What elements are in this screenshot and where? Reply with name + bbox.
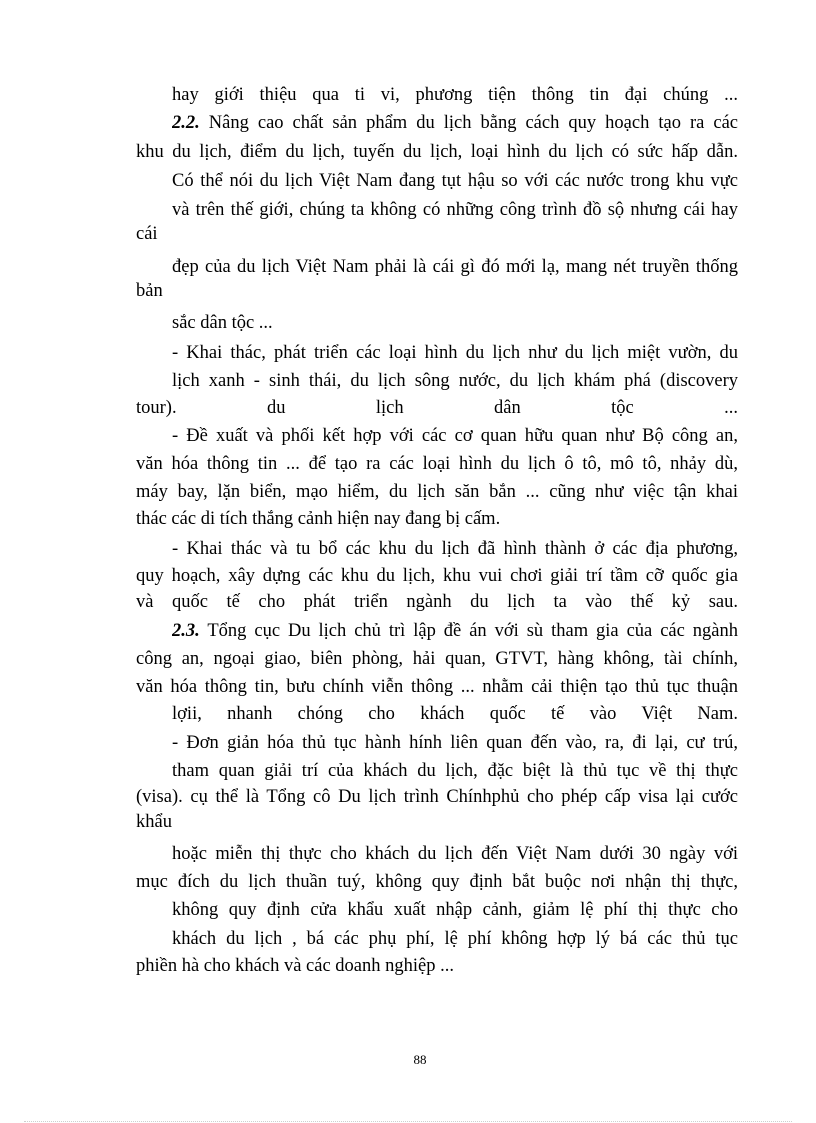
text-line: tour). du lịch dân tộc ... (136, 398, 738, 418)
text-line: - Khai thác, phát triển các loại hình du lịch như du lịch miệt vườn, du (172, 343, 738, 363)
text-line: lịch xanh - sinh thái, du lịch sông nước, du lịch khám phá (discovery (172, 371, 738, 391)
text-line: đẹp của du lịch Việt Nam phải là cái gì đó mới lạ, mang nét truyền thống (172, 257, 738, 277)
text-line: và quốc tế cho phát triển ngành du lịch ta vào thế kỷ sau. (136, 592, 738, 612)
text-line: tham quan giải trí của khách du lịch, đặc biệt là thủ tục về thị thực (172, 761, 738, 781)
text-line: không quy định cửa khẩu xuất nhập cảnh, giảm lệ phí thị thực cho (172, 900, 738, 920)
text-line: hoặc miễn thị thực cho khách du lịch đến Việt Nam dưới 30 ngày với (172, 844, 738, 864)
page-bottom-rule (24, 1121, 792, 1122)
section-number: 2.2. (172, 113, 200, 133)
text-line: phiền hà cho khách và các doanh nghiệp ... (136, 956, 454, 976)
text-line: - Đơn giản hóa thủ tục hành hính liên quan đến vào, ra, đi lại, cư trú, (172, 733, 738, 753)
text-line: sắc dân tộc ... (172, 313, 273, 333)
text-line-content: Tổng cục Du lịch chủ trì lập đề án với sù tham gia của các ngành (199, 621, 738, 641)
text-line: thác các di tích thắng cảnh hiện nay đang bị cấm. (136, 509, 501, 529)
text-line-content: Nâng cao chất sản phẩm du lịch bằng cách quy hoạch tạo ra các (199, 113, 738, 133)
section-number: 2.3. (172, 621, 200, 641)
text-line: - Đề xuất và phối kết hợp với các cơ quan hữu quan như Bộ công an, (172, 426, 738, 446)
text-line: quy hoạch, xây dựng các khu du lịch, khu vui chơi giải trí tầm cỡ quốc gia (136, 566, 738, 586)
text-line: (visa). cụ thể là Tổng cô Du lịch trình Chínhphủ cho phép cấp visa lại cước (136, 787, 738, 807)
text-line: cái (136, 224, 158, 244)
text-line: khu du lịch, điểm du lịch, tuyến du lịch, loại hình du lịch có sức hấp dẫn. (136, 142, 738, 162)
text-line: máy bay, lặn biển, mạo hiểm, du lịch săn bắn ... cũng như việc tận khai (136, 482, 738, 502)
text-line: lợii, nhanh chóng cho khách quốc tế vào Việt Nam. (172, 704, 738, 724)
page-number: 88 (413, 1052, 427, 1067)
text-line: công an, ngoại giao, biên phòng, hải quan, GTVT, hàng không, tài chính, (136, 649, 738, 669)
text-line: hay giới thiệu qua ti vi, phương tiện thông tin đại chúng ... (172, 85, 738, 105)
text-line: mục đích du lịch thuần tuý, không quy định bắt buộc nơi nhận thị thực, (136, 872, 738, 892)
text-line (172, 112, 738, 134)
text-line: Có thể nói du lịch Việt Nam đang tụt hậu so với các nước trong khu vực (172, 171, 738, 191)
text-line: khẩu (136, 812, 172, 832)
text-line: văn hóa thông tin, bưu chính viễn thông ... nhằm cải thiện tạo thủ tục thuận (136, 677, 738, 697)
text-line: và trên thế giới, chúng ta không có những công trình đồ sộ nhưng cái hay (172, 200, 738, 220)
text-line: - Khai thác và tu bổ các khu du lịch đã hình thành ở các địa phương, (172, 539, 738, 559)
text-line: bản (136, 281, 163, 301)
text-line: văn hóa thông tin ... để tạo ra các loại hình du lịch ô tô, mô tô, nhảy dù, (136, 454, 738, 474)
text-line (172, 620, 738, 642)
text-line: khách du lịch , bá các phụ phí, lệ phí không hợp lý bá các thủ tục (172, 929, 738, 949)
